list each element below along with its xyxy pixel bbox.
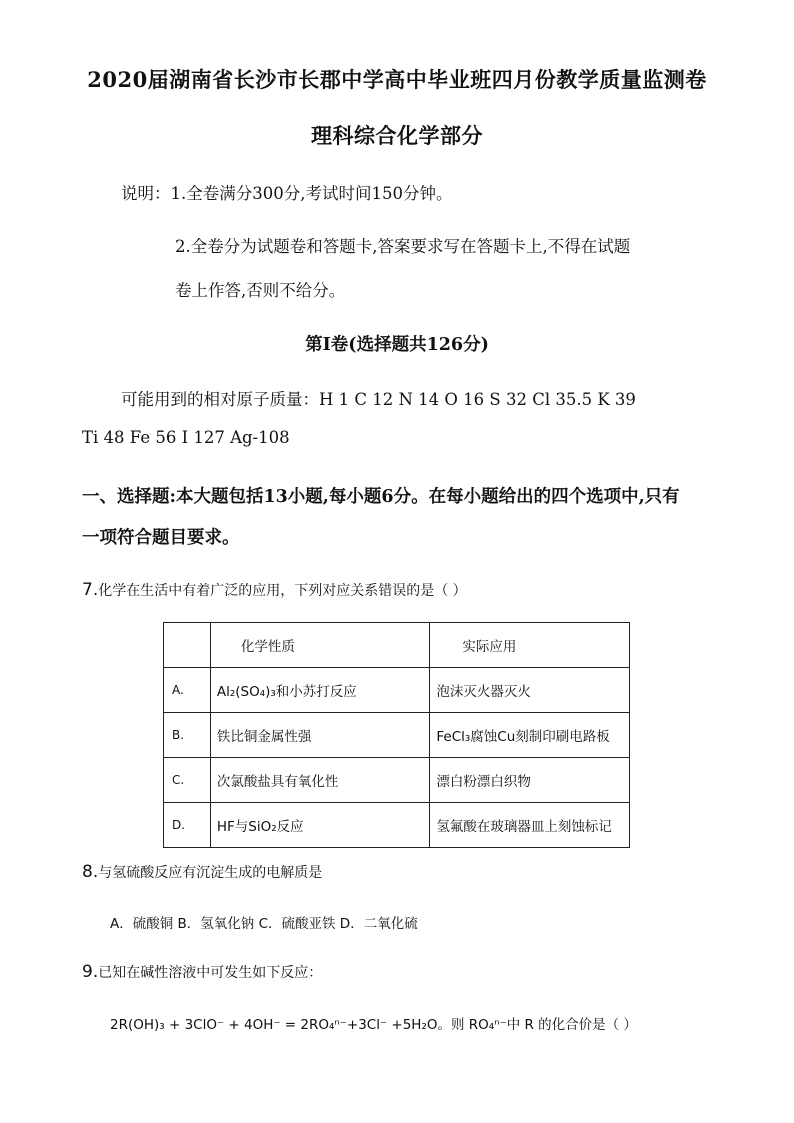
exam-subtitle: 理科综合化学部分 <box>311 123 483 148</box>
instructions-line-3: 卷上作答,否则不给分。 <box>175 281 346 300</box>
question-8-number: 8. <box>82 862 99 882</box>
option-label: A. <box>164 668 211 713</box>
question-9-number: 9. <box>82 962 99 982</box>
table-row <box>164 668 630 713</box>
instructions-line-2: 2.全卷分为试题卷和答题卡,答案要求写在答题卡上,不得在试题 <box>175 237 631 256</box>
option-property: 次氯酸盐具有氧化性 <box>210 758 430 803</box>
option-application: 氢氟酸在玻璃器皿上刻蚀标记 <box>430 803 630 848</box>
exam-title: 2020届湖南省长沙市长郡中学高中毕业班四月份教学质量监测卷 <box>87 67 707 92</box>
atomic-mass-line-2: Ti 48 Fe 56 I 127 Ag-108 <box>82 428 290 447</box>
option-label: D. <box>164 803 211 848</box>
question-8-options: A．硫酸铜 B．氢氧化钠 C．硫酸亚铁 D．二氧化硫 <box>110 916 418 932</box>
atomic-mass-line-1: 可能用到的相对原子质量：H 1 C 12 N 14 O 16 S 32 Cl 35.5 K 39 <box>121 390 636 409</box>
option-property: HF与SiO₂反应 <box>210 803 430 848</box>
table-row <box>164 803 630 848</box>
option-property: Al₂(SO₄)₃和小苏打反应 <box>210 668 430 713</box>
question-7-number: 7. <box>82 580 99 600</box>
question-7-stem <box>82 580 467 600</box>
question-9-equation: 2R(OH)₃ + 3ClO⁻ + 4OH⁻ = 2RO₄ⁿ⁻+3Cl⁻ +5H₂O。则 RO₄ⁿ⁻中 R 的化合价是（ ） <box>110 1017 637 1033</box>
question-8-text: 与氢硫酸反应有沉淀生成的电解质是 <box>98 865 323 881</box>
section-title: 第Ⅰ卷(选择题共126分) <box>305 335 489 355</box>
table-header-row <box>164 623 630 668</box>
option-application: 漂白粉漂白织物 <box>430 758 630 803</box>
option-label: C. <box>164 758 211 803</box>
question-9-text: 已知在碱性溶液中可发生如下反应： <box>98 965 323 981</box>
instructions-line-1: 说明：1.全卷满分300分,考试时间150分钟。 <box>121 184 453 203</box>
table-row <box>164 713 630 758</box>
table-header-property: 化学性质 <box>210 623 430 668</box>
table-row <box>164 758 630 803</box>
option-application: 泡沫灭火器灭火 <box>430 668 630 713</box>
table-header-empty <box>164 623 211 668</box>
question-7-table <box>163 622 630 848</box>
question-7-text: 化学在生活中有着广泛的应用，下列对应关系错误的是（ ） <box>98 583 467 599</box>
part-heading-line-2: 一项符合题目要求。 <box>82 528 240 548</box>
option-property: 铁比铜金属性强 <box>210 713 430 758</box>
table-header-application: 实际应用 <box>430 623 630 668</box>
part-heading-line-1: 一、选择题:本大题包括13小题,每小题6分。在每小题给出的四个选项中,只有 <box>82 487 680 507</box>
question-8-stem <box>82 862 322 882</box>
option-application: FeCl₃腐蚀Cu刻制印刷电路板 <box>430 713 630 758</box>
option-label: B. <box>164 713 211 758</box>
question-9-stem <box>82 962 322 982</box>
